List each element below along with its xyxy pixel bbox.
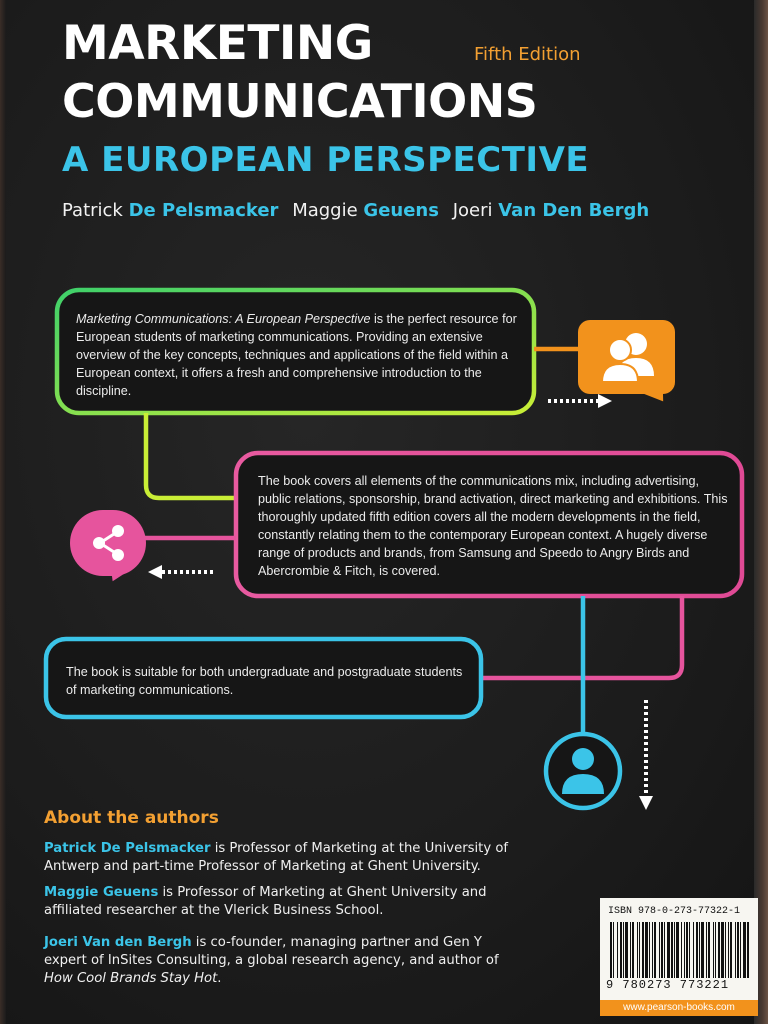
isbn-digits: 9 780273 773221 (606, 978, 730, 992)
bio-2-name: Maggie Geuens (44, 885, 159, 900)
author-bio-1 (44, 840, 524, 876)
person-icon (542, 730, 624, 812)
barcode (608, 922, 750, 978)
box1-text (76, 310, 526, 400)
arrow-head-left (148, 565, 162, 579)
box3-text: The book is suitable for both undergraduate and postgraduate students of marketing communications. (66, 665, 463, 697)
people-chat-icon (578, 320, 675, 394)
subtitle: A EUROPEAN PERSPECTIVE (62, 140, 590, 180)
author-3-first: Joeri (452, 200, 493, 221)
bio-1-name: Patrick De Pelsmacker (44, 841, 211, 856)
bio-2-text: is Professor of Marketing at Ghent University and affiliated researcher at the Vlerick Business School. (44, 885, 487, 918)
author-bio-2 (44, 884, 524, 920)
barcode-label (600, 898, 758, 1016)
isbn-label: ISBN 978-0-273-77322-1 (608, 906, 741, 917)
title-line-1: MARKETING (62, 16, 373, 71)
publisher-url: www.pearson-books.com (600, 1000, 758, 1016)
bio-3-end: . (217, 971, 222, 986)
edition-label: Fifth Edition (474, 44, 581, 65)
author-bio-3 (44, 934, 524, 988)
arrow-head-down (639, 796, 653, 810)
arrow-head-right (598, 394, 612, 408)
box1-description: is the perfect resource for European students of marketing communications. Providing an extensive overview of the key concepts, techniques and applications of the field within a European context, it offers a fresh and comprehensive introduction to the discipline. (76, 312, 517, 398)
author-1-first: Patrick (62, 200, 123, 221)
about-authors-heading: About the authors (44, 808, 219, 828)
author-2-last: Geuens (363, 200, 439, 221)
bio-3-book-title: How Cool Brands Stay Hot (44, 971, 218, 986)
share-icon (70, 510, 146, 576)
title-line-2: COMMUNICATIONS (62, 74, 538, 128)
green-connector (146, 413, 236, 498)
bio-1-text: is Professor of Marketing at the University of Antwerp and part-time Professor of Marketing at Ghent University. (44, 841, 509, 874)
bio-3-text: is co-founder, managing partner and Gen Y expert of InSites Consulting, a global research agency, and author of (44, 935, 499, 968)
bio-3-name: Joeri Van den Bergh (44, 935, 192, 950)
box2-text: The book covers all elements of the communications mix, including advertising, public relations, sponsorship, brand activation, direct marketing and exhibitions. This thoroughly updated fifth edition covers all the modern developments in the field, constantly relating them to the contemporary European context. A hugely diverse range of products and brands, from Samsung and Speedo to Angry Birds and Abercrombie & Fitch, is covered. (258, 474, 728, 578)
author-1-last: De Pelsmacker (128, 200, 279, 221)
author-2-first: Maggie (292, 200, 358, 221)
box1-book-title: Marketing Communications: A European Perspective (76, 312, 371, 326)
author-3-last: Van Den Bergh (498, 200, 650, 221)
